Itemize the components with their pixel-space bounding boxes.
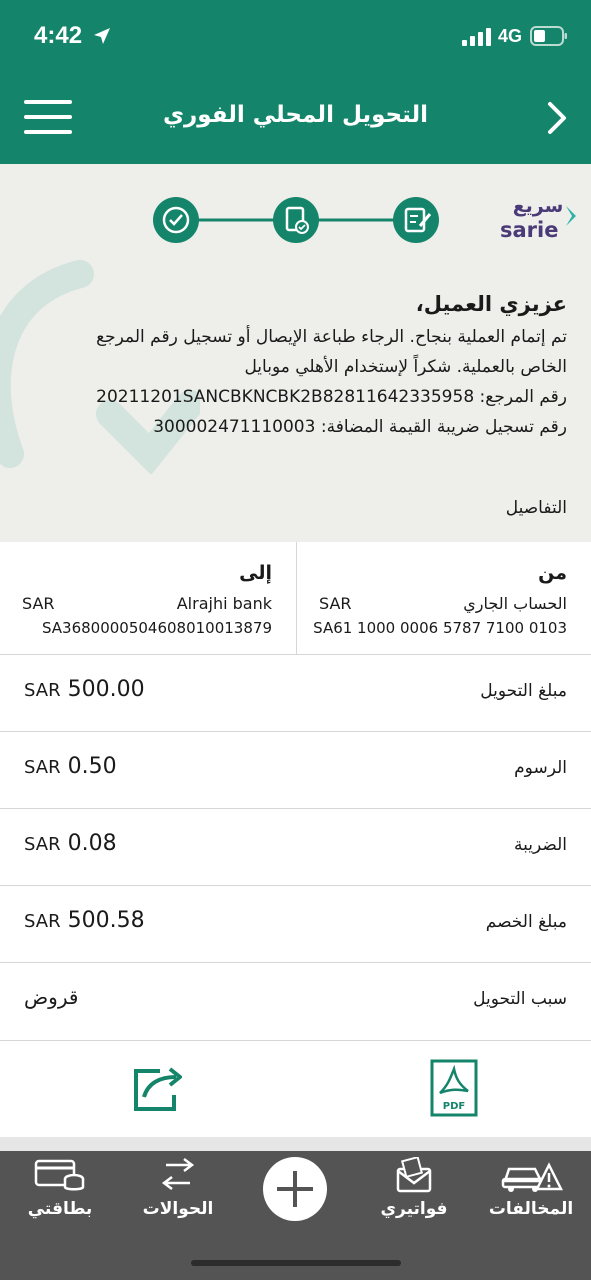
success-summary xyxy=(0,164,591,542)
transfer-reason-row xyxy=(0,963,591,1041)
transfer-amount-row xyxy=(0,655,591,732)
reference-number: 20211201SANCBKNCBK2B82811642335958 xyxy=(96,387,475,407)
sarie-logo xyxy=(498,192,582,242)
add-button[interactable] xyxy=(263,1157,327,1221)
signal-icon xyxy=(462,28,492,46)
row-label: الضريبة xyxy=(513,835,567,855)
vertical-divider xyxy=(296,542,297,655)
vat-line xyxy=(47,412,567,442)
to-account xyxy=(0,542,296,655)
battery-icon xyxy=(530,26,568,46)
fees-row xyxy=(0,732,591,809)
reference-line xyxy=(47,382,567,412)
location-arrow-icon xyxy=(92,26,112,46)
bottom-tab-bar xyxy=(0,1151,591,1280)
to-bank-name: Alrajhi bank xyxy=(176,594,272,613)
from-iban: SA61 1000 0006 5787 7100 0103 xyxy=(313,619,567,637)
tab-bills-label: فواتيري xyxy=(380,1199,448,1219)
step-complete-icon xyxy=(153,197,199,243)
tab-cards[interactable] xyxy=(0,1157,120,1237)
message-line-2: الخاص بالعملية. شكراً لإستخدام الأهلي موبايل xyxy=(244,357,567,377)
details-heading: التفاصيل xyxy=(505,498,567,518)
home-indicator[interactable] xyxy=(191,1260,401,1266)
status-time: 4:42 xyxy=(34,22,83,49)
bills-envelope-icon xyxy=(386,1157,442,1193)
debit-amount-row xyxy=(0,886,591,963)
share-icon[interactable] xyxy=(130,1063,186,1113)
from-label: من xyxy=(538,562,567,584)
car-warning-icon xyxy=(499,1157,563,1193)
cards-coins-icon xyxy=(32,1157,88,1193)
row-value: SAR 0.50 xyxy=(24,754,117,779)
progress-steps xyxy=(152,196,440,244)
to-currency: SAR xyxy=(22,594,55,613)
from-account xyxy=(297,542,591,655)
tab-transfers[interactable] xyxy=(118,1157,238,1237)
svg-text:PDF: PDF xyxy=(442,1101,466,1112)
greeting: عزيزي العميل، xyxy=(415,292,567,316)
row-value: SAR 0.08 xyxy=(24,831,117,856)
to-iban: SA3680000504608010013879 xyxy=(41,619,272,637)
network-type: 4G xyxy=(498,26,523,46)
separator xyxy=(0,1137,591,1151)
page-title: التحويل المحلي الفوري xyxy=(162,102,429,128)
receipt-actions xyxy=(0,1041,591,1137)
row-value: SAR 500.58 xyxy=(24,908,145,933)
pdf-download-icon[interactable] xyxy=(430,1059,478,1117)
reference-label: رقم المرجع: xyxy=(479,387,567,407)
tab-transfers-label: الحوالات xyxy=(142,1199,214,1219)
tab-violations-label: المخالفات xyxy=(488,1199,574,1219)
plus-icon xyxy=(263,1157,327,1221)
vat-number: 300002471110003 xyxy=(153,417,316,437)
row-label: مبلغ الخصم xyxy=(485,912,567,932)
success-message xyxy=(47,292,567,442)
from-account-name: الحساب الجاري xyxy=(463,594,567,613)
step-edit-form-icon xyxy=(393,197,439,243)
tab-cards-label: بطاقتي xyxy=(27,1199,93,1219)
to-label: إلى xyxy=(239,562,272,584)
row-value: SAR 500.00 xyxy=(24,677,145,702)
from-currency: SAR xyxy=(319,594,352,613)
back-chevron-icon[interactable] xyxy=(546,100,568,136)
vat-label: رقم تسجيل ضريبة القيمة المضافة: xyxy=(320,417,567,437)
message-line-1: تم إتمام العملية بنجاح. الرجاء طباعة الإيصال أو تسجيل رقم المرجع xyxy=(96,327,567,347)
row-label: سبب التحويل xyxy=(473,989,567,1009)
row-label: الرسوم xyxy=(514,758,567,778)
svg-text:سريع: سريع xyxy=(512,195,564,217)
row-label: مبلغ التحويل xyxy=(480,681,567,701)
app-header xyxy=(0,72,591,164)
tab-bills[interactable] xyxy=(354,1157,474,1237)
tab-violations[interactable] xyxy=(471,1157,591,1237)
from-to-panel xyxy=(0,542,591,655)
tax-row xyxy=(0,809,591,886)
svg-text:sarie: sarie xyxy=(500,218,559,242)
transfer-arrows-icon xyxy=(150,1157,206,1193)
status-bar xyxy=(0,0,591,72)
row-value: قروض xyxy=(24,985,79,1009)
step-verify-document-icon xyxy=(273,197,319,243)
